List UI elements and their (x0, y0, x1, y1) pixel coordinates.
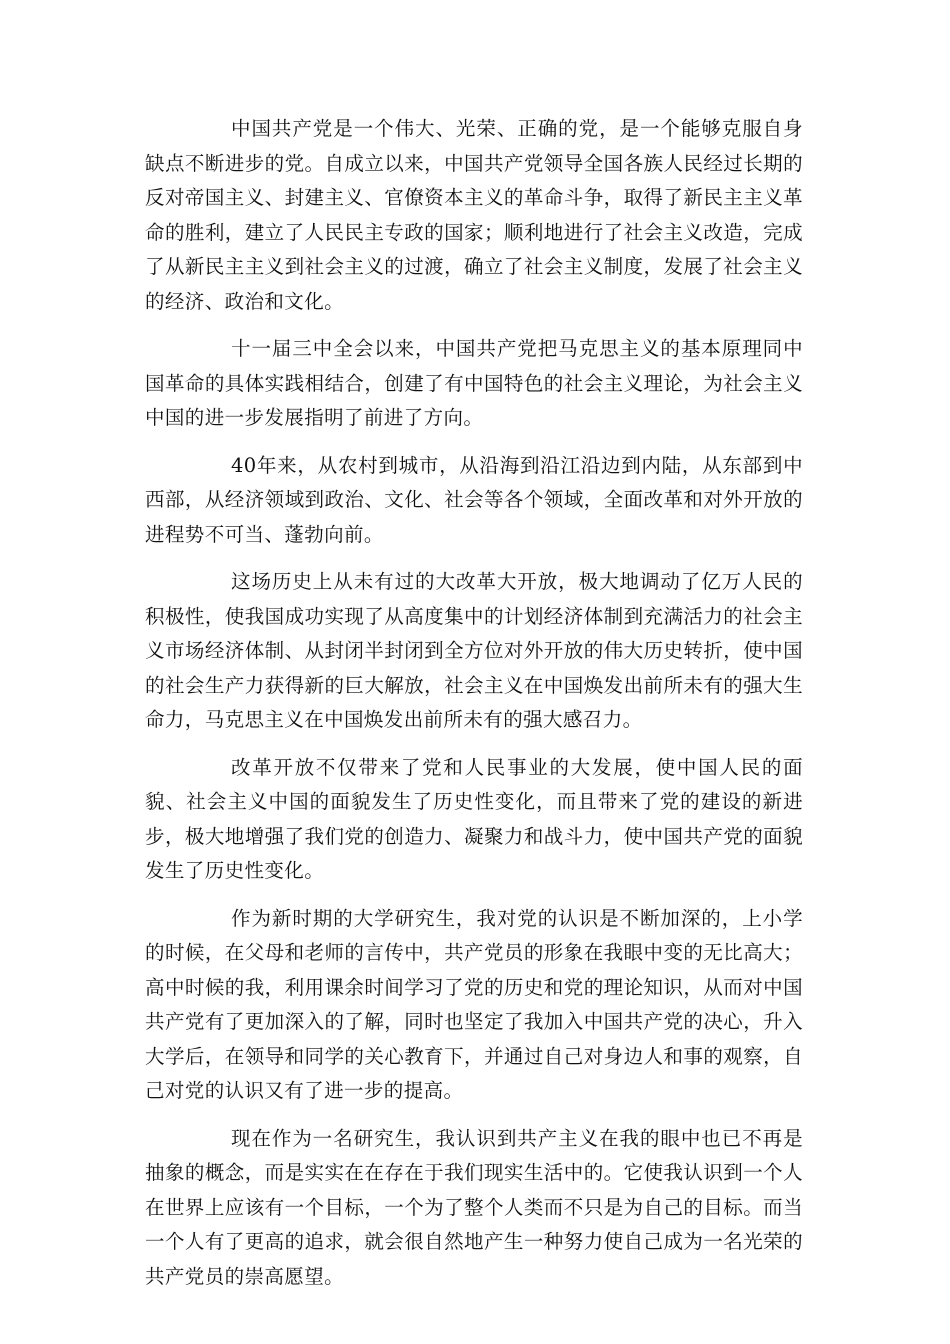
paragraph-4: 这场历史上从未有过的大改革大开放，极大地调动了亿万人民的积极性，使我国成功实现了从高度集中的计划经济体制到充满活力的社会主义市场经济体制、从封闭半封闭到全方位对外开放的伟大历史转折，使中国的社会生产力获得新的巨大解放，社会主义在中国焕发出前所未有的强大生命力，马克思主义在中国焕发出前所未有的强大感召力。 (145, 570, 803, 731)
document-body (145, 112, 803, 1307)
paragraph-2: 十一届三中全会以来，中国共产党把马克思主义的基本原理同中国革命的具体实践相结合，创建了有中国特色的社会主义理论，为社会主义中国的进一步发展指明了前进了方向。 (145, 337, 803, 429)
paragraph-6: 作为新时期的大学研究生，我对党的认识是不断加深的，上小学的时候，在父母和老师的言传中，共产党员的形象在我眼中变的无比高大；高中时候的我，利用课余时间学习了党的历史和党的理论知识，从而对中国共产党有了更加深入的了解，同时也坚定了我加入中国共产党的决心，升入大学后，在领导和同学的关心教育下，并通过自己对身边人和事的观察，自己对党的认识又有了进一步的提高。 (145, 906, 803, 1102)
paragraph-5: 改革开放不仅带来了党和人民事业的大发展，使中国人民的面貌、社会主义中国的面貌发生了历史性变化，而且带来了党的建设的新进步，极大地增强了我们党的创造力、凝聚力和战斗力，使中国共产党的面貌发生了历史性变化。 (145, 755, 803, 882)
paragraph-1: 中国共产党是一个伟大、光荣、正确的党，是一个能够克服自身缺点不断进步的党。自成立以来，中国共产党领导全国各族人民经过长期的反对帝国主义、封建主义、官僚资本主义的革命斗争，取得了新民主主义革命的胜利，建立了人民民主专政的国家；顺利地进行了社会主义改造，完成了从新民主主义到社会主义的过渡，确立了社会主义制度，发展了社会主义的经济、政治和文化。 (145, 117, 803, 313)
paragraph-7: 现在作为一名研究生，我认识到共产主义在我的眼中也已不再是抽象的概念，而是实实在在存在于我们现实生活中的。它使我认识到一个人在世界上应该有一个目标，一个为了整个人类而不只是为自己的目标。而当一个人有了更高的追求，就会很自然地产生一种努力使自己成为一名光荣的共产党员的崇高愿望。 (145, 1126, 803, 1288)
paragraph-3: 40年来，从农村到城市，从沿海到沿江沿边到内陆，从东部到中西部，从经济领域到政治、文化、社会等各个领域，全面改革和对外开放的进程势不可当、蓬勃向前。 (145, 453, 803, 546)
